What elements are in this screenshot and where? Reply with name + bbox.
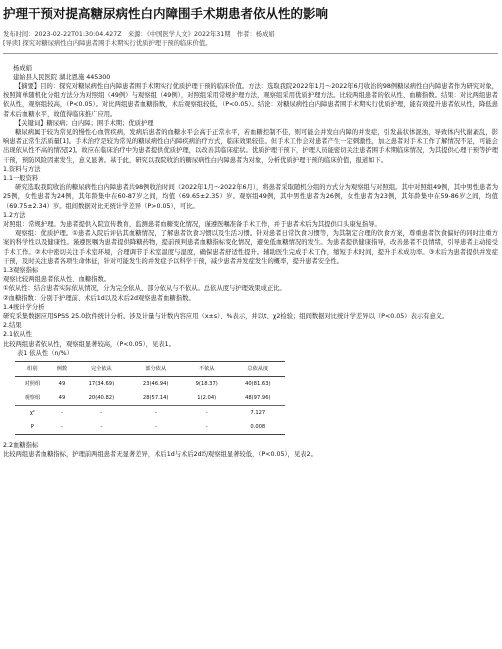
keywords: 【关键词】糖尿病；白内障；围手术期；优质护理 [15,119,154,127]
table-cell: - [50,420,74,435]
table-cell: 49 [58,380,66,387]
article-title: 护理干预对提高糖尿病性白内障围手术期患者依从性的影响 [3,6,329,21]
table-cell: χ² [15,405,50,420]
section-heading: 2.1依从性 [3,331,32,339]
paragraph: 研究选取我院收治的糖尿病性白内障患者共98例收治时间（2022年1月～2022年6月），将患者采取随机分组的方式分为观察组与对照组。其中对照组49例，其中男性患者为25例，女性患者为24例，其年龄集中在60-87岁之间，均值（69.65±2.35）岁。观察组49例，其中男性患者为26例，女性患者为23例，其年龄集中在59-86岁之间，均值（69.75±2.34）岁。组间数据对比无统计学差异（P>0.05），可比。 [3,184,498,210]
publish-meta: 发布时间：2023-02-22T01:30:04.427Z 来源：《中国医学人文》2022年31期 作者：杨成娟 [3,31,275,38]
table-cell: - [183,405,231,420]
table-title: 表1 依从性（n/%） [17,349,73,357]
table-header: 部分依从 [129,361,183,376]
article-guide: [导读] 探究对糖尿病性白内障患者围手术期实行优质护理干预的临床价值。 [3,40,212,47]
table-cell: - [74,405,128,420]
table-cell: 7.127 [231,405,285,420]
table-cell: - [183,420,231,435]
table-row [15,405,285,420]
table-cell: - [50,405,74,420]
header-divider [3,53,498,54]
table-cell: P [15,420,50,435]
abstract: 【摘要】目的：探究对糖尿病性白内障患者围手术期实行优质护理干预的临床价值。方法：选取我院2022年1月～2022年6月收治的98例糖尿病性白内障患者作为研究对象，按照简单随机化分组方法分为对照组（49例）与观察组（49例），对照组采用常规护理方法，观察组采用优质护理方法。比较两组患者的依从性、血糖指数。结果：对比两组患者依从性，观察组较高，（P<0.05）。对比两组患者血糖指数，术后观察组较低，（P<0.05）。结论：对糖尿病性白内障患者围手术期实行优质护理，能有效提升患者依从性，降低患者术后血糖水平，故值得临床推广应用。 [3,83,498,118]
table-row [15,376,285,391]
paragraph: 对照组：常规护理。为患者提供入院宣传教育，监测患者血糖变化情况，谨遵医嘱准备手术工作，并于患者术后为其提供口头康复指导。 [3,221,381,229]
table-cell: 0.008 [231,420,285,435]
paragraph: 观察比较两组患者依从性、血糖指数。 [3,276,111,284]
table-cell: 49 [58,394,66,401]
paragraph: 比较两组患者血糖指标，护理前两组患者无显著差异，术后1d与术后2d均观察组显著较低，（P<0.05），见表2。 [3,451,317,459]
table-cell: 9(18.37) [195,380,218,387]
table-header: 总依从度 [231,361,285,376]
compliance-table [15,361,285,435]
paragraph: ②血糖指数：分别于护理前、术后1d以及术后2d观察患者血糖指数。 [3,294,195,302]
table-cell: - [74,420,128,435]
paragraph: 比较两组患者依从性，观察组显著较高，（P<0.05），见表1。 [3,340,175,348]
table-cell: 40(81.63) [245,380,271,387]
table-cell: 对照组 [24,381,41,388]
table-cell: 23(46.94) [142,380,169,387]
table-row [15,420,285,435]
table-cell: 1(2.04) [197,394,217,401]
table-header: 完全依从 [74,361,128,376]
introduction: 糖尿病属于较为常见的慢性心血管疾病，发病后患者的血糖水平会高于正常水平，若血糖控制不佳，则可能会并发白内障的并发症，引发晶状体混浊，导致体内代谢紊乱，影响患者正常生活质量[1]。手术治疗是较为常见的糖尿病性白内障疾病治疗方式，临床效果较佳。但手术工作会对患者产生一定刺激性，加之患者对手术工作了解情况不足，可能会出现依从性不高的情况[2]。故应在临床治疗中为患者提供优质护理，以改善其临床症状。优质护理干预下，护理人员能密切关注患者围手术期临床情况，为其提供心理干预等护理干预，预防风险因素发生，意义显著。基于此，研究以我院收治的糖尿病性白内障患者为对象，分析优质护理干预的临床价值，报道如下。 [3,129,498,164]
table-cell: 17(34.69) [88,380,115,387]
section-heading: 2.2血糖指标 [3,441,39,449]
section-heading: 1.2方法 [3,211,26,219]
section-heading: 2.结果 [3,322,22,330]
table-cell: - [129,420,183,435]
table-cell: 48(97.96) [245,394,271,401]
table-cell: - [129,405,183,420]
section-heading: 1.资料与方法 [3,165,41,173]
table-cell: 28(57.14) [142,394,169,401]
table-header: 不依从 [183,361,231,376]
table-header: 例数 [50,361,74,376]
author-affiliation: 建始县人民医院 湖北恩施 445300 [13,74,111,81]
paragraph: 研究采集数据应用SPSS 25.0软件统计分析。涉及计量与计数内容应用（x±s）、%表示，并以t、χ2检验；组间数据对比统计学差异以（P<0.05）表示有意义。 [3,313,449,321]
table-row [15,391,285,406]
table-cell: 20(40.82) [88,394,115,401]
section-heading: 1.3观察指标 [3,267,39,275]
paragraph: ①依从性：结合患者实际依从情况，分为完全依从、部分依从与不依从。总依从度与护理效果成正比。 [3,285,286,293]
section-heading: 1.1一般资料 [3,175,39,183]
table-cell: 观察组 [24,395,41,402]
paragraph: 观察组：优质护理。①患者入院后评估其血糖情况，了解患者饮食习惯以及生活习惯。针对患者日常饮食习惯等，为其制定合理的饮食方案，尊重患者饮食偏好的同时注重方案的科学性以及健康性。谨遵医嘱为患者提供降糖药物，提前预判患者血糖指标变化情况，避免低血糖情况的发生。为患者提供健康指导，改善患者不良情绪，引导患者主动接受手术工作。②术中密切关注手术室环境，合理调节手术室温度与湿度，确保患者舒适性提升。辅助医生完成手术工作，缩短手术时间，提升手术成功率。③术后为患者提供并发症干预，及时关注患者各项生命体征，针对可能发生的并发症予以科学干预，减少患者并发症发生的概率，提升患者安全性。 [3,230,498,265]
table-header: 组别 [15,361,50,376]
section-heading: 1.4统计学分析 [3,303,45,311]
author-name: 杨成娟 [13,65,32,72]
